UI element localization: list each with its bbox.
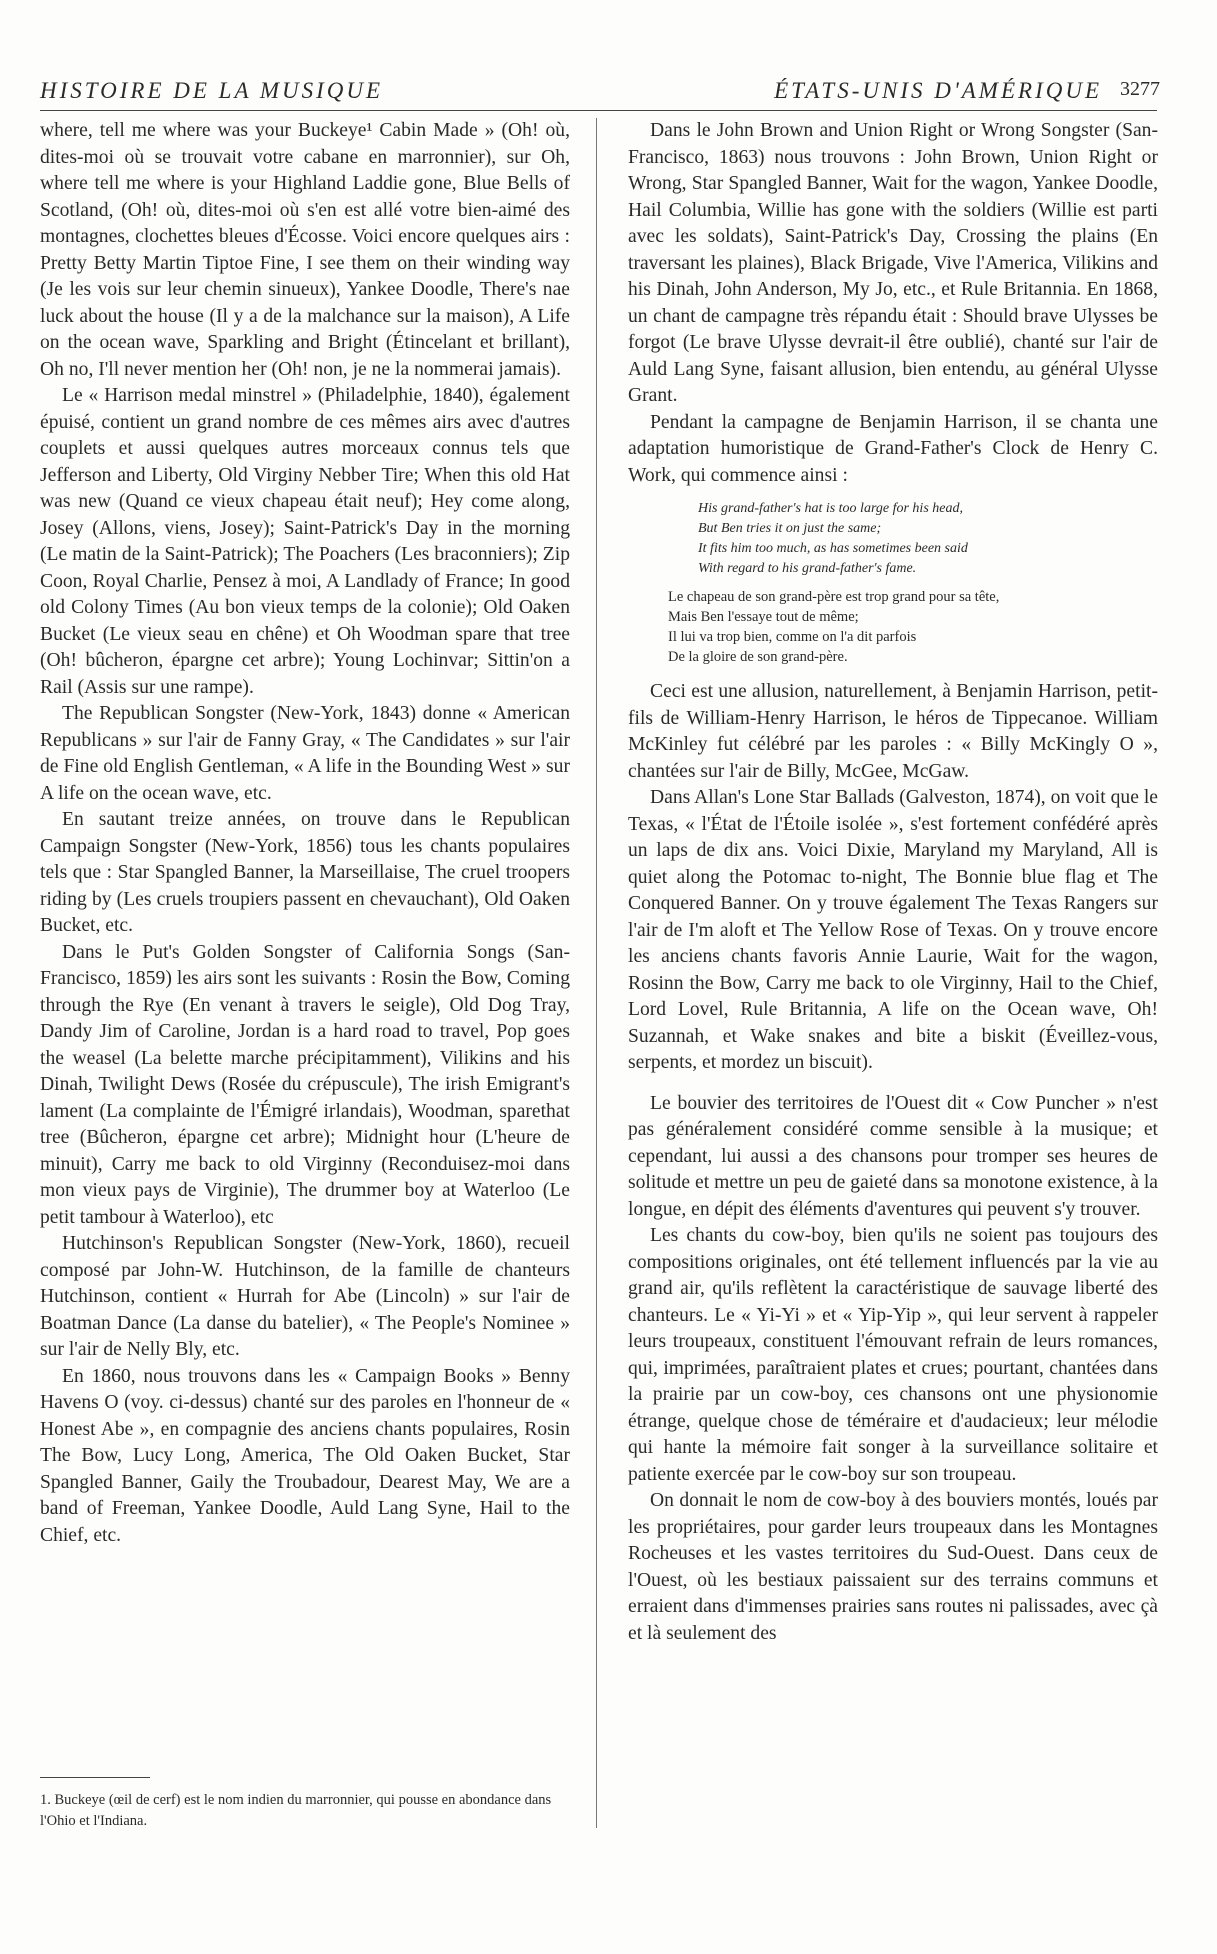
paragraph: Ceci est une allusion, naturellement, à Benjamin Harrison, petit-fils de William-Henry Harrison, le héros de Tippecanoe. William McKinley fut célébré par les paroles : « Billy McKingly O », chantées sur l'air de Billy, McGee, McGaw. [628, 681, 1158, 782]
paragraph: The Republican Songster (New-York, 1843) donne « American Republicans » sur l'air de Fanny Gray, « The Candidates » sur l'air de Fine old English Gentleman, « A life in the Bounding West » sur A life on the ocean wave, etc. [40, 703, 570, 804]
paragraph: Dans le John Brown and Union Right or Wrong Songster (San-Francisco, 1863) nous trouvons : John Brown, Union Right or Wrong, Star Spangled Banner, Wait for the wagon, Yankee Doodle, Hail Columbia, Willie has gone with the soldiers (Willie est parti avec les soldats), Saint-Patrick's Day, Crossing the plains (En traversant les plaines), Black Brigade, Vive l'America, Vilikins and his Dinah, John Anderson, My Jo, etc., et Rule Britannia. En 1868, un chant de campagne très répandu était : Should brave Ulysses be forgot (Le brave Ulysse devrait-il être oublié), chanté sur l'air de Auld Lang Syne, faisant allusion, bien entendu, au général Ulysse Grant. [628, 120, 1158, 406]
verse-line: Il lui va trop bien, comme on l'a dit parfois [668, 629, 917, 645]
english-verse [698, 499, 1158, 579]
left-column [40, 118, 570, 1549]
running-title-left: HISTOIRE DE LA MUSIQUE [40, 78, 384, 103]
page-header [40, 78, 1160, 112]
page-number: 3277 [1120, 78, 1160, 100]
paragraph: Dans le Put's Golden Songster of California Songs (San-Francisco, 1859) les airs sont les suivants : Rosin the Bow, Coming through the Rye (En venant à travers le seigle), Old Dog Tray, Dandy Jim of Caroline, Jordan is a hard road to travel, Pop goes the weasel (La belette marche précipitamment), Vilikins and his Dinah, Twilight Dews (Rosée du crépuscule), The irish Emigrant's lament (La complainte de l'Émigré irlandais), Woodman, sparethat tree (Bûcheron, épargne cet arbre); Midnight hour (L'heure de minuit), Carry me back to old Virginny (Reconduisez-moi dans mon vieux pays de Virginie), The drummer boy at Waterloo (Le petit tambour à Waterloo), etc [40, 941, 570, 1228]
footnote: 1. Buckeye (œil de cerf) est le nom indien du marronnier, qui pousse en abondance dans l'Ohio et l'Indiana. [40, 1792, 552, 1829]
paragraph: where, tell me where was your Buckeye¹ Cabin Made » (Oh! où, dites-moi où se trouvait votre cabane en marronnier), sur Oh, where tell me where is your Highland Laddie gone, Blue Bells of Scotland, (Oh! où, dites-moi où s'en est allé votre bien-aimé des montagnes, clochettes bleues d'Écosse. Voici encore quelques airs : Pretty Betty Martin Tiptoe Fine, I see them on their winding way (Je les vois sur leur chemin sinueux), Yankee Doodle, There's nae luck about the house (Il y a de la malchance sur la maison), A Life on the ocean wave, Sparkling and Bright (Étincelant et brillant), Oh no, I'll never mention her (Oh! non, je ne la nommerai jamais). [40, 120, 570, 380]
column-divider [596, 118, 597, 1828]
french-translation-verse [668, 587, 1158, 667]
verse-line: With regard to his grand-father's fame. [698, 561, 917, 576]
footnote-rule [40, 1777, 150, 1778]
paragraph: Hutchinson's Republican Songster (New-York, 1860), recueil composé par John-W. Hutchinson, de la famille de chanteurs Hutchinson, contient « Hurrah for Abe (Lincoln) » sur l'air de Boatman Dance (La danse du batelier), « The People's Nominee » sur l'air de Nelly Bly, etc. [40, 1233, 570, 1360]
verse-line: It fits him too much, as has sometimes been said [698, 541, 968, 556]
paragraph: Pendant la campagne de Benjamin Harrison, il se chanta une adaptation humoristique de Grand-Father's Clock de Henry C. Work, qui commence ainsi : [628, 411, 1158, 486]
paragraph: En sautant treize années, on trouve dans le Republican Campaign Songster (New-York, 1856) tous les chants populaires tels que : Star Spangled Banner, la Marseillaise, The cruel troopers riding by (Les cruels troupiers passent en chevauchant), Old Oaken Bucket, etc. [40, 809, 570, 936]
paragraph: On donnait le nom de cow-boy à des bouviers montés, loués par les propriétaires, pour garder leurs troupeaux dans les Montagnes Rocheuses et les vastes territoires du Sud-Ouest. Dans ceux de l'Ouest, où les bestiaux paissaient sur des terrains communs et erraient dans d'immenses prairies sans routes ni palissades, avec çà et là seulement des [628, 1490, 1158, 1644]
right-column [628, 118, 1158, 1647]
verse-line: His grand-father's hat is too large for his head, [698, 501, 963, 516]
verse-line: Le chapeau de son grand-père est trop grand pour sa tête, [668, 589, 1000, 605]
paragraph: Dans Allan's Lone Star Ballads (Galveston, 1874), on voit que le Texas, « l'État de l'Étoile isolée », s'est fortement confédéré après un laps de dix ans. Voici Dixie, Maryland my Maryland, All is quiet along the Potomac to-night, The Bonnie blue flag et The Conquered Banner. On y trouve également The Texas Rangers sur l'air de I'm aloft et The Yellow Rose of Texas. On y trouve encore les anciens chants favoris Annie Laurie, Wait for the wagon, Rosinn the Bow, Carry me back to ole Virginny, Hail to the Chief, Lord Lovel, Rule Britannia, A life on the Ocean wave, Oh! Suzannah, et Wake snakes and bite a biskit (Éveillez-vous, serpents, et mordez un biscuit). [628, 787, 1158, 1073]
verse-line: Mais Ben l'essaye tout de même; [668, 609, 859, 625]
paragraph: Les chants du cow-boy, bien qu'ils ne soient pas toujours des compositions originales, ont été tellement influencés par la vie au grand air, qu'ils reflètent la caractéristique de sauvage liberté des chanteurs. Le « Yi-Yi » et « Yip-Yip », qui leur servent à rappeler leurs troupeaux, constituent l'émouvant refrain de leurs romances, qui, imprimées, paraîtraient plates et crues; pourtant, chantées dans la prairie par un cow-boy, ces chansons ont une physionomie étrange, quelque chose de téméraire et d'audacieux; leur mélodie qui hante la mémoire fait songer à la surveillance solitaire et patiente exercée par le cow-boy sur son troupeau. [628, 1225, 1158, 1485]
paragraph: Le bouvier des territoires de l'Ouest dit « Cow Puncher » n'est pas généralement considéré comme sensible à la musique; et cependant, lui aussi a des chansons pour tromper ses heures de solitude et mettre un peu de gaieté dans sa monotone existence, à la longue, en dépit des éléments d'aventures qui peuvent s'y trouver. [628, 1092, 1158, 1220]
header-rule [40, 110, 1157, 111]
verse-line: But Ben tries it on just the same; [698, 521, 882, 536]
verse-line: De la gloire de son grand-père. [668, 649, 848, 665]
running-title-right: ÉTATS-UNIS D'AMÉRIQUE [774, 78, 1102, 103]
paragraph: En 1860, nous trouvons dans les « Campaign Books » Benny Havens O (voy. ci-dessus) chanté sur des paroles en l'honneur de « Honest Abe », en compagnie des anciens chants populaires, Rosin The Bow, Lucy Long, America, The Old Oaken Bucket, Star Spangled Banner, Gaily the Troubadour, Dearest May, We are a band of Freeman, Yankee Doodle, Auld Lang Syne, Hail to the Chief, etc. [40, 1365, 570, 1546]
paragraph: Le « Harrison medal minstrel » (Philadelphie, 1840), également épuisé, contient un grand nombre de ces mêmes airs avec d'autres couplets et aussi quelques autres morceaux connus tels que Jefferson and Liberty, Old Virginy Nebber Tire; When this old Hat was new (Quand ce vieux chapeau était neuf); Hey come along, Josey (Allons, viens, Josey); Saint-Patrick's Day in the morning (Le matin de la Saint-Patrick); The Poachers (Les braconniers); Zip Coon, Royal Charlie, Pensez à moi, A Landlady of France; In good old Colony Times (Au bon vieux temps de la colonie); Old Oaken Bucket (Le vieux seau en chêne) et Oh Woodman spare that tree (Oh! bûcheron, épargne cet arbre); Young Lochinvar; Sittin'on a Rail (Assis sur une rampe). [40, 385, 570, 698]
